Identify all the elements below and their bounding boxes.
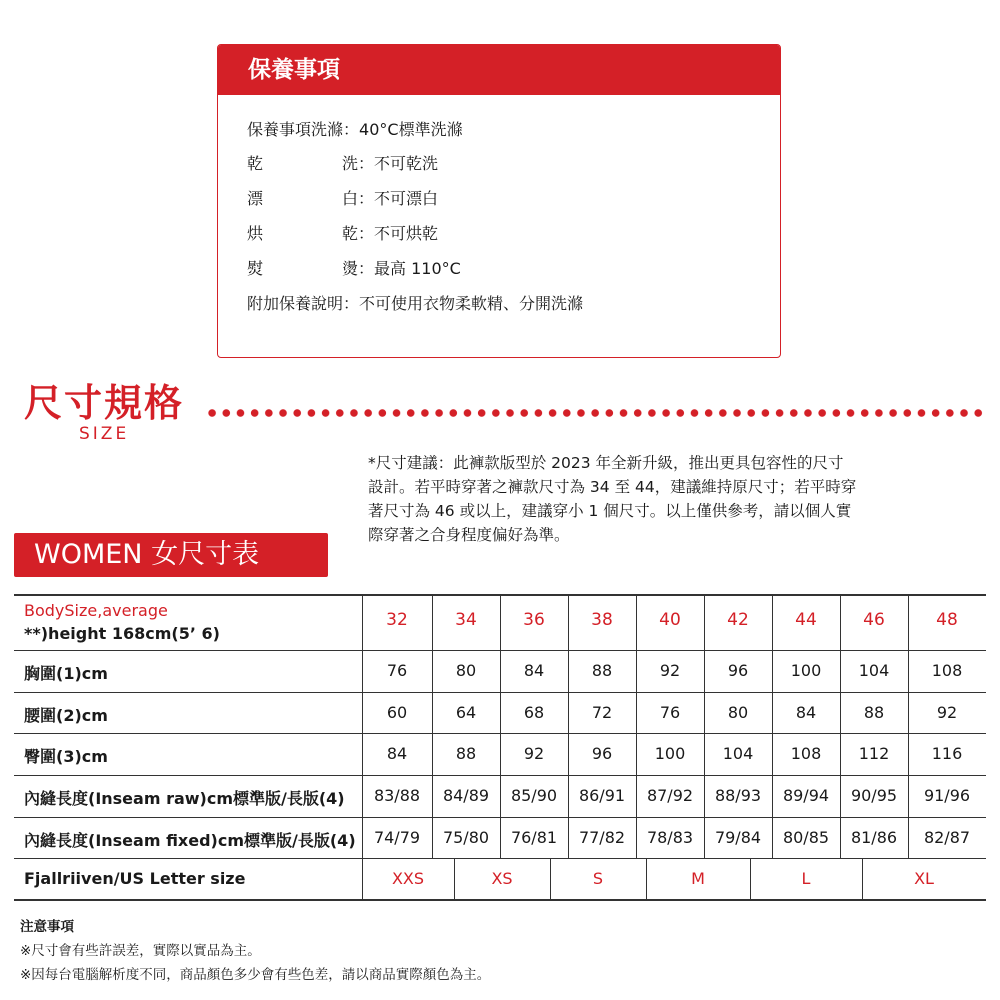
table-col-divider — [840, 594, 841, 858]
table-cell: 85/90 — [510, 786, 558, 805]
table-row-divider — [14, 858, 986, 859]
table-cell: 108 — [790, 744, 822, 763]
table-cell: 88 — [455, 744, 477, 763]
table-cell: 86/91 — [578, 786, 626, 805]
table-cell: 92 — [936, 702, 958, 722]
size-header-cell: 38 — [591, 610, 613, 630]
care-row-bleach — [247, 187, 438, 211]
care-label-b: 洗 — [342, 154, 359, 173]
care-label-b: 白 — [342, 189, 359, 208]
care-sep: ： — [358, 224, 375, 243]
size-section-subtitle: SIZE — [79, 424, 130, 444]
size-note-line: 著尺寸為 46 或以上，建議穿小 1 個尺寸。以上僅供參考，請以個人實 — [368, 502, 852, 520]
table-header-label: BodySize,average — [24, 601, 168, 620]
table-cell: 78/83 — [646, 827, 694, 847]
table-cell: 104 — [858, 661, 890, 680]
table-cell: 116 — [931, 744, 963, 763]
table-col-divider — [362, 594, 363, 858]
care-label-b: 乾 — [342, 224, 359, 243]
size-section-title: 尺寸規格 — [24, 381, 185, 425]
dotted-divider — [205, 409, 985, 417]
table-row-divider — [14, 899, 986, 901]
care-value: 不可使用衣物柔軟精、分開洗滌 — [359, 294, 584, 313]
table-cell: 108 — [931, 661, 963, 680]
table-cell: 96 — [727, 661, 749, 680]
care-sep: ： — [358, 189, 375, 208]
table-cell: 75/80 — [442, 827, 490, 847]
care-label: 保養事項洗滌 — [247, 120, 344, 139]
care-row-iron — [247, 257, 461, 281]
table-cell: 84 — [523, 661, 545, 680]
table-cell: 84 — [795, 702, 817, 722]
care-label-b: 燙 — [342, 259, 359, 278]
table-cell: 68 — [523, 702, 545, 722]
table-row-label: 胸圍(1)cm — [24, 664, 108, 683]
table-cell: 79/84 — [714, 827, 762, 847]
table-cell: 87/92 — [646, 786, 694, 805]
table-cell: 77/82 — [578, 827, 626, 847]
care-row-wash — [247, 118, 463, 142]
table-cell: 76 — [659, 702, 681, 722]
table-cell: 88 — [591, 661, 613, 680]
footer-line: ※因每台電腦解析度不同，商品顏色多少會有些色差，請以商品實際顏色為主。 — [20, 967, 491, 983]
letter-size-cell: XXS — [391, 868, 425, 888]
size-note-line: 際穿著之合身程度偏好為準。 — [368, 526, 570, 544]
table-cell: 112 — [858, 744, 890, 763]
table-cell: 88/93 — [714, 786, 762, 805]
care-value: 不可乾洗 — [374, 154, 439, 173]
table-cell: 84/89 — [442, 786, 490, 805]
care-sep: ： — [343, 120, 360, 139]
care-header: 保養事項 — [218, 45, 780, 95]
table-cell: 104 — [722, 744, 754, 763]
care-sep: ： — [358, 259, 375, 278]
table-cell: 89/94 — [782, 786, 830, 805]
care-sep: ： — [358, 154, 375, 173]
care-label-a: 漂 — [247, 189, 264, 208]
care-row-dryclean — [247, 152, 438, 176]
table-row-label: 臀圍(3)cm — [24, 747, 108, 766]
table-col-divider — [772, 594, 773, 858]
care-value: 最高 110°C — [374, 259, 461, 278]
care-label: 附加保養說明 — [247, 294, 344, 313]
table-cell: 80 — [455, 661, 477, 680]
table-cell: 100 — [790, 661, 822, 680]
table-cell: 80/85 — [782, 827, 830, 847]
table-col-divider — [432, 594, 433, 858]
care-label-a: 乾 — [247, 154, 264, 173]
care-value: 不可漂白 — [374, 189, 439, 208]
size-note-line: *尺寸建議：此褲款版型於 2023 年全新升級，推出更具包容性的尺寸 — [368, 454, 844, 472]
table-cell: 64 — [455, 702, 477, 722]
letter-size-cell: L — [801, 868, 811, 888]
footer-line: ※尺寸會有些許誤差，實際以實品為主。 — [20, 943, 261, 959]
table-row-label: 內縫長度(Inseam raw)cm標準版/長版(4) — [24, 789, 345, 808]
table-cell: 72 — [591, 702, 613, 722]
table-cell: 96 — [591, 744, 613, 763]
size-header-cell: 48 — [936, 610, 958, 630]
table-col-divider — [568, 594, 569, 858]
letter-size-cell: M — [691, 868, 705, 888]
size-header-cell: 40 — [659, 610, 681, 630]
table-cell: 92 — [523, 744, 545, 763]
care-value: 40°C標準洗滌 — [359, 120, 463, 139]
table-cell: 84 — [386, 744, 408, 763]
table-col-divider — [908, 594, 909, 858]
footer-title: 注意事項 — [20, 919, 74, 935]
size-header-cell: 44 — [795, 610, 817, 630]
size-header-cell: 46 — [863, 610, 885, 630]
table-col-divider — [500, 594, 501, 858]
care-value: 不可烘乾 — [374, 224, 439, 243]
table-cell: 60 — [386, 702, 408, 722]
table-row-label: 腰圍(2)cm — [24, 705, 108, 725]
table-cell: 83/88 — [373, 786, 421, 805]
women-size-badge: WOMEN 女尺寸表 — [14, 533, 328, 577]
table-cell: 80 — [727, 702, 749, 722]
table-cell: 90/95 — [850, 786, 898, 805]
table-col-divider — [704, 594, 705, 858]
size-header-cell: 34 — [455, 610, 477, 630]
care-label-a: 烘 — [247, 224, 264, 243]
table-cell: 82/87 — [923, 827, 971, 847]
letter-size-cell: XS — [491, 868, 513, 888]
size-header-cell: 36 — [523, 610, 545, 630]
care-row-tumble — [247, 222, 438, 246]
letter-row-label: Fjallriiven/US Letter size — [24, 868, 246, 888]
table-cell: 100 — [654, 744, 686, 763]
table-cell: 88 — [863, 702, 885, 722]
size-header-cell: 32 — [386, 610, 408, 630]
table-cell: 76 — [386, 661, 408, 680]
table-col-divider — [636, 594, 637, 858]
table-cell: 92 — [659, 661, 681, 680]
care-label-a: 熨 — [247, 259, 264, 278]
table-header-label: **)height 168cm(5’ 6) — [24, 624, 220, 643]
size-note-line: 設計。若平時穿著之褲款尺寸為 34 至 44，建議維持原尺寸；若平時穿 — [368, 478, 857, 496]
care-sep: ： — [343, 294, 360, 313]
letter-size-cell: XL — [914, 868, 934, 888]
size-header-cell: 42 — [727, 610, 749, 630]
care-row-extra — [247, 292, 583, 316]
size-note — [368, 451, 993, 547]
table-cell: 81/86 — [850, 827, 898, 847]
table-cell: 91/96 — [923, 786, 971, 805]
table-row-label: 內縫長度(Inseam fixed)cm標準版/長版(4) — [24, 830, 356, 850]
table-cell: 76/81 — [510, 827, 558, 847]
table-cell: 74/79 — [373, 827, 421, 847]
letter-size-cell: S — [592, 868, 604, 888]
